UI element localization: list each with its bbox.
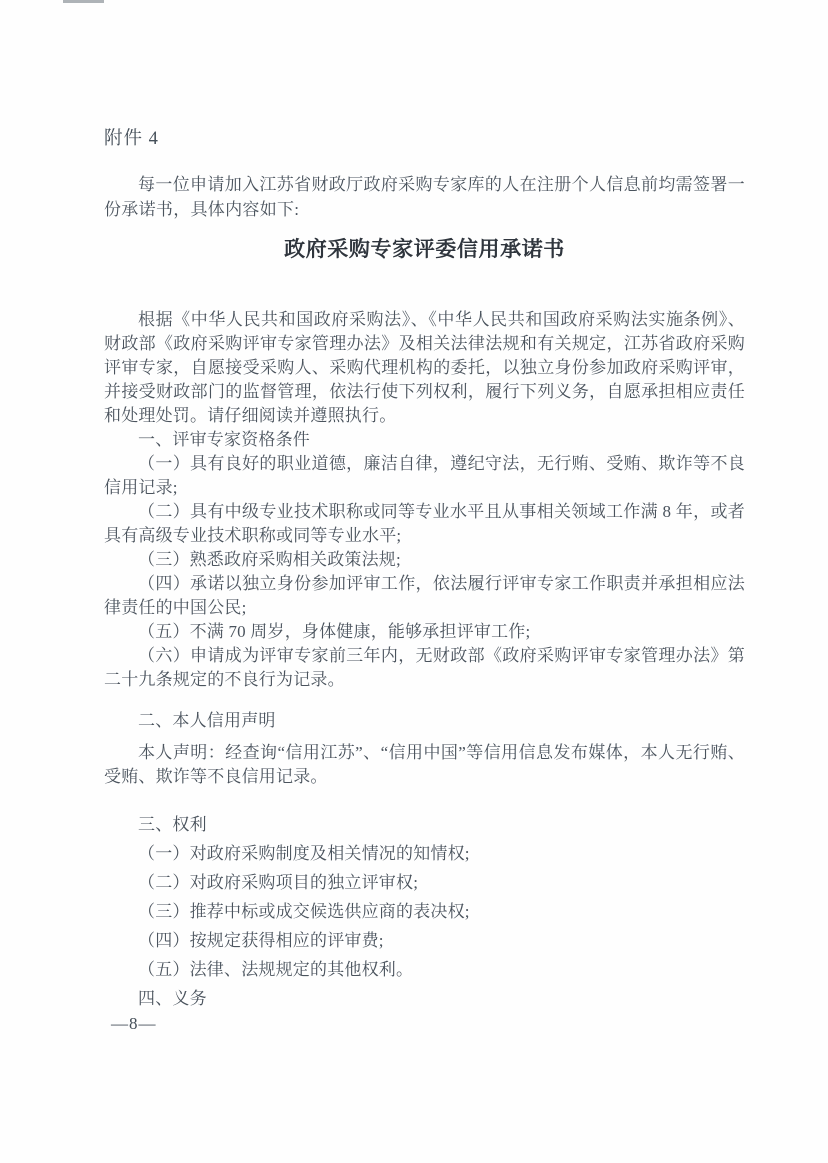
document-paragraphs [104, 308, 745, 1011]
document-title: 政府采购专家评委信用承诺书 [284, 237, 565, 261]
intro-paragraph: 每一位申请加入江苏省财政厅政府采购专家库的人在注册个人信息前均需签署一份承诺书，具体内容如下: [104, 175, 745, 219]
scan-artifact-mark [63, 0, 104, 3]
page-number: —8— [111, 1014, 157, 1033]
list-item: （一）对政府采购制度及相关情况的知情权; [138, 844, 470, 863]
list-item: （五）法律、法规规定的其他权利。 [138, 960, 414, 979]
list-item: （五）不满 70 周岁，身体健康，能够承担评审工作; [138, 622, 531, 641]
section-heading: 一、评审专家资格条件 [138, 430, 310, 449]
section-heading: 四、义务 [138, 989, 207, 1008]
list-item: （二）具有中级专业技术职称或同等专业水平且从事相关领域工作满 8 年，或者具有高级专业技术职称或同等专业水平; [104, 502, 745, 545]
list-item: （二）对政府采购项目的独立评审权; [138, 873, 419, 892]
list-item: （三）熟悉政府采购相关政策法规; [138, 550, 401, 569]
list-item: （四）按规定获得相应的评审费; [138, 931, 384, 950]
paragraph: 本人声明：经查询“信用江苏”、“信用中国”等信用信息发布媒体，本人无行贿、受贿、欺诈等不良信用记录。 [104, 743, 745, 786]
section-heading: 二、本人信用声明 [138, 711, 276, 730]
list-item: （一）具有良好的职业道德，廉洁自律，遵纪守法，无行贿、受贿、欺诈等不良信用记录; [104, 454, 745, 497]
paragraph: 根据《中华人民共和国政府采购法》、《中华人民共和国政府采购法实施条例》、财政部《政府采购评审专家管理办法》及相关法律法规和有关规定，江苏省政府采购评审专家，自愿接受采购人、采购代理机构的委托，以独立身份参加政府采购评审，并接受财政部门的监督管理，依法行使下列权利，履行下列义务，自愿承担相应责任和处理处罚。请仔细阅读并遵照执行。 [104, 310, 745, 425]
section-heading: 三、权利 [138, 815, 207, 834]
attachment-label: 附件 4 [104, 129, 159, 149]
list-item: （六）申请成为评审专家前三年内，无财政部《政府采购评审专家管理办法》第二十九条规定的不良行为记录。 [104, 646, 745, 689]
list-item: （三）推荐中标或成交候选供应商的表决权; [138, 902, 470, 921]
document-content [104, 126, 745, 1011]
list-item: （四）承诺以独立身份参加评审工作，依法履行评审专家工作职责并承担相应法律责任的中国公民; [104, 574, 745, 617]
